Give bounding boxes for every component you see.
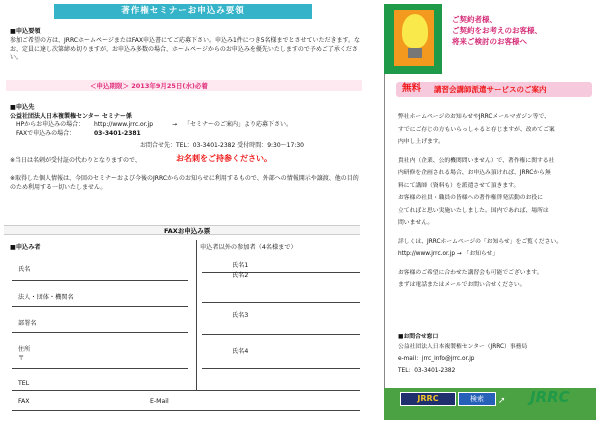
tel-label: TEL — [18, 380, 30, 387]
service-body-line: 弊社ホームページのお知らせやJRRCメールマガジン等で、 — [398, 114, 550, 120]
dept-line[interactable] — [12, 332, 188, 333]
address-line[interactable] — [12, 368, 188, 369]
name2-label: 氏名2 — [232, 272, 249, 279]
service-body-line: 料にて講師（資料も）を派遣させて頂きます。 — [398, 182, 520, 189]
service-body-line: お客様のご希望に合わせた講習会も可能でございます。 — [398, 269, 543, 276]
dept-label: 部署名 — [18, 320, 37, 327]
service-body-line: まずは電話またはメールでお問い合せください。 — [398, 282, 526, 288]
fax-form-title-bar — [4, 225, 360, 235]
name4-line[interactable] — [202, 368, 360, 369]
lightbulb-icon — [402, 14, 428, 48]
name3-line[interactable] — [202, 334, 360, 335]
fax-number: 03-3401-2381 — [94, 130, 141, 137]
service-body-line: 詳しくは、JRRCホームページの「お知らせ」をご覧ください。 — [398, 238, 562, 245]
contact-org: 公益社団法人日本複製権センター（JRRC）事務局 — [398, 344, 528, 350]
form-divider — [196, 240, 197, 390]
contact-email[interactable]: e-mail：jrrc_info@jrrc.or.jp — [398, 356, 475, 362]
contact-heading: ■お問合せ窓口 — [398, 334, 439, 340]
service-body-line: すでにご存じの方もいらっしゃると存じますが、改めてご案 — [398, 126, 555, 133]
privacy-note: ※取得した個人情報は、今回のセミナーおよび今後のJRRCからのお知らせに利用するもので、外部への情報開示や譲渡、他の目的のため利用する一切いたしません。 — [10, 175, 359, 191]
service-banner — [396, 82, 592, 97]
search-button[interactable]: 検索 — [458, 392, 496, 406]
fax-form-title: FAXお申込み票 — [164, 227, 211, 235]
jrrc-logo: JRRC — [530, 388, 570, 406]
fax-field-label: FAX — [18, 398, 30, 405]
applicant-heading: ■申込み者 — [10, 244, 41, 251]
apply-heading: ■申込要領 — [10, 28, 41, 35]
name-label: 氏名 — [18, 266, 31, 273]
hp-label: HPからお申込みの場合： — [16, 121, 85, 128]
inquiry-text: お問合せ先：TEL：03-3401-2382 受付時間：9:30～17:30 — [140, 142, 304, 149]
fax-email-line[interactable] — [12, 410, 360, 411]
lightbulb-image — [384, 4, 442, 74]
name3-label: 氏名3 — [232, 312, 249, 319]
name2-line[interactable] — [202, 302, 360, 303]
service-body-line: 内申し上げます。 — [398, 139, 444, 145]
service-body-line: 立てればと思い実施いたしました。国内であれば、場所は — [398, 207, 549, 214]
service-body-line: お客様の社員・職員の皆様への著作権啓発活動のお役に — [398, 195, 543, 201]
service-body-line: 貴社内（企業、公的機関問いません）で、著作権に関する社 — [398, 157, 555, 164]
destination-name: 公益社団法人日本複製権センター セミナー係 — [10, 113, 132, 120]
address-label: 住所 — [18, 346, 31, 353]
name1-label: 氏名1 — [232, 262, 249, 269]
destination-heading: ■申込先 — [10, 104, 35, 111]
fax-label: FAXで申込みの場合： — [16, 130, 76, 137]
deadline-text: ＜申込期限＞ 2013年9月25日(水)必着 — [90, 82, 208, 90]
org-line[interactable] — [12, 306, 188, 307]
name1-line[interactable] — [202, 272, 360, 273]
ticket-note: ※当日は名刺が受付証の代わりとなりますので、 — [10, 157, 141, 164]
service-body-line: 内研修を企画される場合、お申込み頂ければ、JRRCから無 — [398, 170, 551, 176]
apply-text: 参加ご希望の方は、JRRCホームページまたはFAX申込書にてご応募下さい。申込み1件につき5名様までとさせていただきます。なお、定員に達し次第締め切りますが、お申込み多数の場合、ホームページからのお申込みを優先いたしますので予めご了承ください。 — [10, 37, 361, 61]
service-title: 講習会講師派遣サービスのご案内 — [434, 85, 547, 94]
name4-label: 氏名4 — [232, 348, 249, 355]
tel-line[interactable] — [12, 390, 360, 391]
name-line[interactable] — [12, 280, 188, 281]
others-heading: 申込者以外の参加者（4名様まで） — [200, 244, 297, 251]
free-label: 無料 — [402, 83, 422, 94]
service-body-line: 問いません。 — [398, 220, 434, 226]
cursor-icon: ➚ — [498, 396, 506, 406]
email-label: E-Mail — [150, 398, 169, 405]
contact-tel: TEL：03-3401-2382 — [398, 368, 456, 374]
hero-text: ご契約者様、 ご契約をお考えのお客様、 将来ご検討のお客様へ — [452, 15, 542, 46]
hp-note: 「セミナーのご案内」より応募下さい。 — [184, 121, 293, 128]
page-title: 著作権セミナーお申込み要領 — [54, 4, 312, 19]
arrow-icon: → — [172, 121, 178, 128]
postal-label: 〒 — [18, 355, 25, 362]
ticket-strong: お名刺をご持参ください。 — [176, 154, 272, 163]
left-column — [4, 4, 370, 420]
org-label: 法人・団体・機関名 — [18, 294, 74, 301]
service-body-line: http://www.jrrc.or.jp → 「お知らせ」 — [398, 251, 499, 257]
hp-url-link[interactable]: http://www.jrrc.or.jp — [94, 121, 153, 128]
search-keyword-box[interactable]: JRRC — [400, 392, 456, 406]
